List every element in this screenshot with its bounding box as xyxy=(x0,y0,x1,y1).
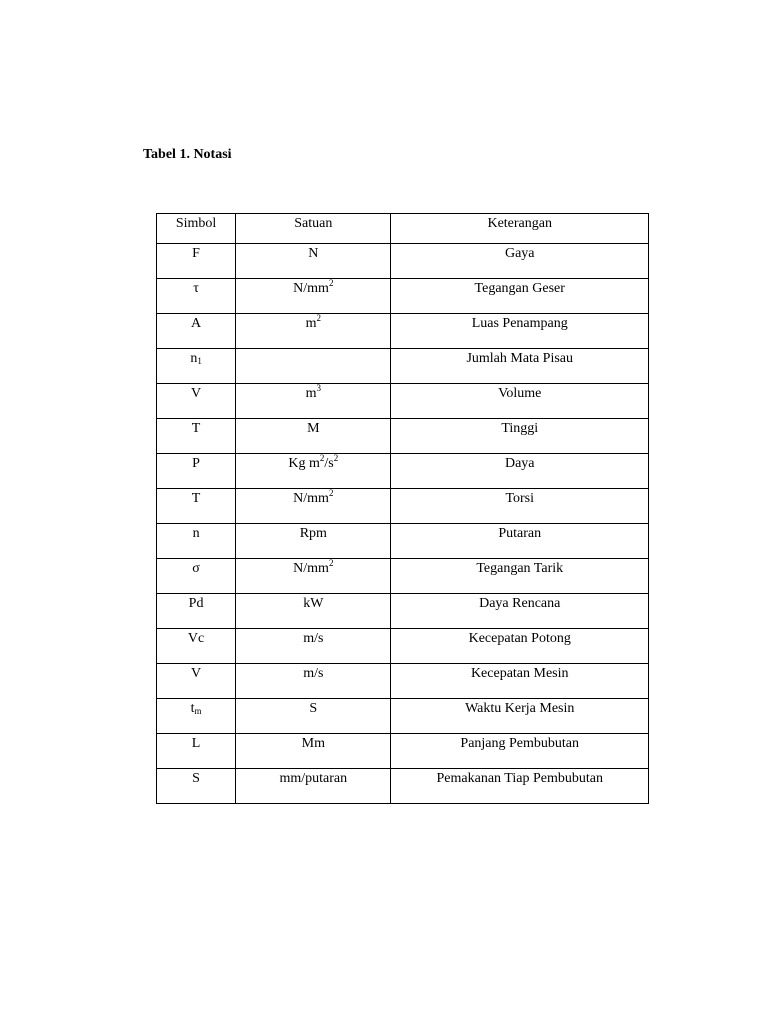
symbol-text: F xyxy=(192,246,200,261)
table-row xyxy=(157,524,649,559)
notation-table xyxy=(156,213,649,804)
unit-text: kW xyxy=(303,596,324,611)
table-row xyxy=(157,559,649,594)
symbol-text: P xyxy=(192,456,200,471)
unit-text: m xyxy=(305,386,317,401)
table-row xyxy=(157,734,649,769)
symbol-text: S xyxy=(192,771,200,786)
unit-exponent: 2 xyxy=(316,313,321,323)
table-row xyxy=(157,454,649,489)
description-cell: Volume xyxy=(391,384,649,419)
unit-text: Rpm xyxy=(299,526,327,541)
table-row xyxy=(157,314,649,349)
unit-text-mid: /s xyxy=(324,456,334,471)
unit-cell xyxy=(236,769,391,804)
unit-cell xyxy=(236,419,391,454)
symbol-text: Pd xyxy=(188,596,204,611)
unit-text: Mm xyxy=(301,736,325,751)
table-row xyxy=(157,629,649,664)
header-description: Keterangan xyxy=(391,214,649,244)
table-row xyxy=(157,699,649,734)
unit-text: N xyxy=(308,246,319,261)
table-row xyxy=(157,384,649,419)
page-title: Tabel 1. Notasi xyxy=(143,147,232,162)
description-cell: Kecepatan Potong xyxy=(391,629,649,664)
symbol-text: t xyxy=(190,701,195,716)
symbol-text: L xyxy=(191,736,201,751)
unit-text: Kg m xyxy=(288,456,320,471)
header-unit: Satuan xyxy=(236,214,391,244)
table-header-row xyxy=(157,214,649,244)
unit-cell xyxy=(236,664,391,699)
symbol-cell xyxy=(157,699,236,734)
unit-exponent: 2 xyxy=(328,558,334,568)
description-cell: Putaran xyxy=(391,524,649,559)
unit-exponent-2: 2 xyxy=(333,453,339,463)
symbol-subscript: m xyxy=(194,706,202,716)
symbol-text: τ xyxy=(193,281,199,296)
unit-text: N/mm xyxy=(293,281,329,296)
description-cell: Daya xyxy=(391,454,649,489)
unit-cell xyxy=(236,524,391,559)
unit-text: m/s xyxy=(303,631,324,646)
unit-cell xyxy=(236,349,391,384)
table-row xyxy=(157,279,649,314)
unit-cell xyxy=(236,489,391,524)
symbol-cell xyxy=(157,384,236,419)
description-cell: Tegangan Geser xyxy=(391,279,649,314)
symbol-cell xyxy=(157,489,236,524)
table-row xyxy=(157,769,649,804)
symbol-cell xyxy=(157,314,236,349)
description-cell: Kecepatan Mesin xyxy=(391,664,649,699)
symbol-text: n xyxy=(190,351,198,366)
symbol-cell xyxy=(157,244,236,279)
description-cell: Waktu Kerja Mesin xyxy=(391,699,649,734)
table-row xyxy=(157,349,649,384)
symbol-cell xyxy=(157,594,236,629)
unit-cell xyxy=(236,734,391,769)
unit-text: m/s xyxy=(303,666,324,681)
unit-cell xyxy=(236,314,391,349)
table-row xyxy=(157,664,649,699)
symbol-cell xyxy=(157,769,236,804)
table-row xyxy=(157,244,649,279)
unit-cell xyxy=(236,279,391,314)
symbol-text: A xyxy=(191,316,202,331)
unit-text: N/mm xyxy=(293,491,329,506)
symbol-cell xyxy=(157,279,236,314)
unit-text: mm/putaran xyxy=(279,771,348,786)
unit-exponent: 2 xyxy=(328,278,334,288)
description-cell: Gaya xyxy=(391,244,649,279)
symbol-text: Vc xyxy=(187,631,205,646)
unit-cell xyxy=(236,244,391,279)
table-row xyxy=(157,594,649,629)
symbol-cell xyxy=(157,664,236,699)
symbol-cell xyxy=(157,629,236,664)
symbol-text: V xyxy=(191,666,202,681)
unit-text: M xyxy=(307,421,320,436)
description-cell: Tinggi xyxy=(391,419,649,454)
description-cell: Jumlah Mata Pisau xyxy=(391,349,649,384)
symbol-text: V xyxy=(191,386,202,401)
symbol-cell xyxy=(157,734,236,769)
table-row xyxy=(157,489,649,524)
symbol-text: T xyxy=(191,421,201,436)
unit-text: m xyxy=(305,316,317,331)
description-cell: Luas Penampang xyxy=(391,314,649,349)
symbol-cell xyxy=(157,559,236,594)
table-row xyxy=(157,419,649,454)
symbol-text: σ xyxy=(192,561,200,576)
unit-cell xyxy=(236,699,391,734)
unit-text: N/mm xyxy=(293,561,329,576)
description-cell: Tegangan Tarik xyxy=(391,559,649,594)
description-cell: Panjang Pembubutan xyxy=(391,734,649,769)
description-cell: Pemakanan Tiap Pembubutan xyxy=(391,769,649,804)
symbol-text: T xyxy=(191,491,201,506)
description-cell: Daya Rencana xyxy=(391,594,649,629)
unit-cell xyxy=(236,559,391,594)
unit-exponent: 3 xyxy=(316,383,321,393)
unit-exponent: 2 xyxy=(328,488,334,498)
description-cell: Torsi xyxy=(391,489,649,524)
symbol-cell xyxy=(157,524,236,559)
symbol-cell xyxy=(157,419,236,454)
symbol-cell xyxy=(157,454,236,489)
unit-exponent: 2 xyxy=(319,453,325,463)
header-symbol: Simbol xyxy=(157,214,236,244)
unit-cell xyxy=(236,384,391,419)
symbol-text: n xyxy=(192,526,200,541)
symbol-cell xyxy=(157,349,236,384)
unit-cell xyxy=(236,629,391,664)
symbol-subscript: 1 xyxy=(197,356,202,366)
unit-cell xyxy=(236,594,391,629)
unit-text: S xyxy=(309,701,318,716)
unit-cell xyxy=(236,454,391,489)
